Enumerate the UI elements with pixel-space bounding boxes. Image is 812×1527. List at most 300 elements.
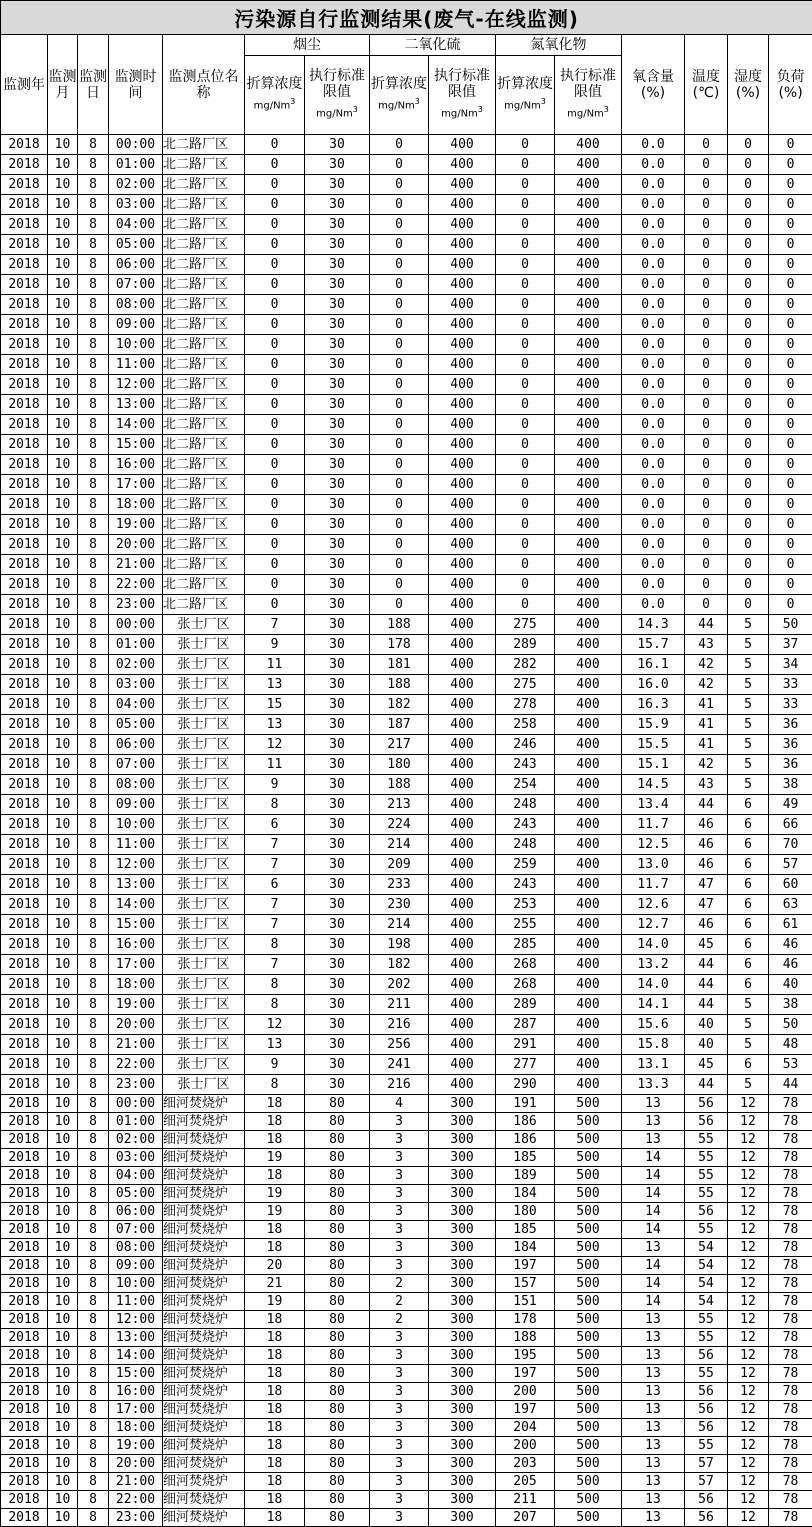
cell-load: 78: [769, 1455, 812, 1473]
cell-oxygen: 13: [622, 1365, 685, 1383]
table-row: [1, 1095, 812, 1113]
cell-dust-conc: 8: [245, 1075, 305, 1095]
cell-dust-conc: 18: [245, 1473, 305, 1491]
cell-month: 10: [48, 1239, 78, 1257]
cell-so2-conc: 188: [370, 615, 429, 635]
cell-dust-conc: 18: [245, 1329, 305, 1347]
cell-nox-limit: 400: [555, 675, 622, 695]
cell-load: 78: [769, 1509, 812, 1527]
cell-load: 78: [769, 1491, 812, 1509]
unit-text: mg/Nm: [567, 108, 604, 120]
cell-month: 10: [48, 615, 78, 635]
cell-so2-limit: 400: [429, 235, 496, 255]
cell-humidity: 12: [728, 1491, 769, 1509]
cell-so2-limit: 400: [429, 1035, 496, 1055]
cell-dust-conc: 0: [245, 315, 305, 335]
table-row: [1, 615, 812, 635]
cell-humidity: 5: [728, 755, 769, 775]
cell-nox-limit: 500: [555, 1185, 622, 1203]
cell-so2-conc: 3: [370, 1419, 429, 1437]
table-row: [1, 195, 812, 215]
cell-load: 0: [769, 255, 812, 275]
cell-nox-limit: 400: [555, 1035, 622, 1055]
cell-temp: 0: [685, 555, 728, 575]
cell-so2-limit: 400: [429, 395, 496, 415]
cell-temp: 0: [685, 355, 728, 375]
cell-so2-conc: 2: [370, 1293, 429, 1311]
cell-day: 8: [78, 575, 109, 595]
cell-dust-limit: 30: [305, 395, 370, 415]
cell-day: 8: [78, 755, 109, 775]
cell-year: 2018: [1, 575, 48, 595]
table-row: [1, 255, 812, 275]
cell-humidity: 5: [728, 1075, 769, 1095]
cell-so2-conc: 0: [370, 195, 429, 215]
cell-year: 2018: [1, 415, 48, 435]
cell-time: 01:00: [109, 155, 163, 175]
cell-month: 10: [48, 995, 78, 1015]
cell-oxygen: 13: [622, 1437, 685, 1455]
cell-year: 2018: [1, 435, 48, 455]
cell-nox-limit: 400: [555, 895, 622, 915]
cell-humidity: 0: [728, 415, 769, 435]
cell-load: 0: [769, 495, 812, 515]
cell-year: 2018: [1, 1311, 48, 1329]
cell-time: 23:00: [109, 1509, 163, 1527]
cell-year: 2018: [1, 1113, 48, 1131]
cell-site: 细河焚烧炉: [163, 1437, 245, 1455]
cell-day: 8: [78, 875, 109, 895]
cell-so2-limit: 300: [429, 1491, 496, 1509]
cell-so2-limit: 400: [429, 735, 496, 755]
cell-site: 北二路厂区: [163, 555, 245, 575]
cell-site: 北二路厂区: [163, 275, 245, 295]
cell-temp: 56: [685, 1419, 728, 1437]
cell-dust-conc: 20: [245, 1257, 305, 1275]
cell-so2-limit: 300: [429, 1293, 496, 1311]
cell-oxygen: 0.0: [622, 295, 685, 315]
cell-dust-limit: 30: [305, 975, 370, 995]
table-row: [1, 915, 812, 935]
cell-nox-conc: 0: [496, 495, 555, 515]
cell-dust-conc: 15: [245, 695, 305, 715]
cell-site: 张士厂区: [163, 695, 245, 715]
cell-load: 0: [769, 295, 812, 315]
cell-oxygen: 14: [622, 1275, 685, 1293]
cell-time: 03:00: [109, 1149, 163, 1167]
cell-time: 14:00: [109, 895, 163, 915]
cell-humidity: 12: [728, 1275, 769, 1293]
cell-dust-conc: 0: [245, 355, 305, 375]
cell-dust-conc: 7: [245, 955, 305, 975]
cell-so2-limit: 400: [429, 355, 496, 375]
cell-year: 2018: [1, 1473, 48, 1491]
cell-nox-conc: 268: [496, 975, 555, 995]
cell-so2-conc: 0: [370, 155, 429, 175]
cell-nox-limit: 500: [555, 1419, 622, 1437]
cell-temp: 55: [685, 1131, 728, 1149]
cell-month: 10: [48, 315, 78, 335]
cell-site: 张士厂区: [163, 895, 245, 915]
cell-dust-conc: 0: [245, 175, 305, 195]
cell-dust-limit: 80: [305, 1419, 370, 1437]
cell-nox-limit: 400: [555, 515, 622, 535]
cell-so2-limit: 300: [429, 1095, 496, 1113]
cell-nox-limit: 400: [555, 475, 622, 495]
cell-so2-limit: 300: [429, 1185, 496, 1203]
cell-so2-limit: 400: [429, 815, 496, 835]
cell-nox-limit: 500: [555, 1473, 622, 1491]
cell-load: 78: [769, 1149, 812, 1167]
cell-humidity: 12: [728, 1185, 769, 1203]
cell-dust-limit: 30: [305, 675, 370, 695]
unit-label: [305, 102, 369, 122]
cell-year: 2018: [1, 695, 48, 715]
cell-nox-limit: 400: [555, 435, 622, 455]
cell-time: 11:00: [109, 835, 163, 855]
cell-oxygen: 14: [622, 1203, 685, 1221]
cell-load: 70: [769, 835, 812, 855]
cell-time: 18:00: [109, 975, 163, 995]
cell-dust-limit: 30: [305, 475, 370, 495]
cell-so2-conc: 3: [370, 1113, 429, 1131]
cell-so2-conc: 0: [370, 235, 429, 255]
cell-oxygen: 0.0: [622, 135, 685, 155]
cell-year: 2018: [1, 735, 48, 755]
cell-dust-limit: 30: [305, 175, 370, 195]
cell-load: 38: [769, 995, 812, 1015]
cell-dust-conc: 18: [245, 1491, 305, 1509]
cell-so2-conc: 182: [370, 955, 429, 975]
cell-so2-limit: 300: [429, 1203, 496, 1221]
cell-humidity: 6: [728, 855, 769, 875]
cell-month: 10: [48, 1401, 78, 1419]
cell-year: 2018: [1, 495, 48, 515]
cell-year: 2018: [1, 335, 48, 355]
cell-oxygen: 13: [622, 1455, 685, 1473]
cell-month: 10: [48, 1185, 78, 1203]
cell-so2-limit: 300: [429, 1257, 496, 1275]
cell-so2-limit: 300: [429, 1437, 496, 1455]
cell-site: 北二路厂区: [163, 515, 245, 535]
cell-so2-limit: 400: [429, 135, 496, 155]
cell-site: 张士厂区: [163, 935, 245, 955]
table-row: [1, 855, 812, 875]
cell-site: 细河焚烧炉: [163, 1491, 245, 1509]
cell-nox-conc: 248: [496, 795, 555, 815]
cell-time: 05:00: [109, 1185, 163, 1203]
cell-year: 2018: [1, 1095, 48, 1113]
cell-dust-conc: 19: [245, 1203, 305, 1221]
cell-load: 60: [769, 875, 812, 895]
cell-dust-limit: 30: [305, 895, 370, 915]
cell-time: 10:00: [109, 335, 163, 355]
cell-day: 8: [78, 895, 109, 915]
cell-load: 0: [769, 535, 812, 555]
cell-load: 78: [769, 1383, 812, 1401]
cell-dust-conc: 11: [245, 655, 305, 675]
cell-humidity: 0: [728, 255, 769, 275]
cell-temp: 44: [685, 975, 728, 995]
cell-so2-conc: 3: [370, 1455, 429, 1473]
table-row: [1, 495, 812, 515]
cell-humidity: 0: [728, 575, 769, 595]
cell-load: 38: [769, 775, 812, 795]
cell-dust-limit: 80: [305, 1203, 370, 1221]
conc-label: 折算浓度: [246, 75, 303, 92]
cell-so2-limit: 300: [429, 1221, 496, 1239]
cell-oxygen: 14: [622, 1185, 685, 1203]
cell-month: 10: [48, 155, 78, 175]
cell-load: 0: [769, 235, 812, 255]
cell-so2-conc: 0: [370, 455, 429, 475]
cell-day: 8: [78, 935, 109, 955]
cell-nox-limit: 400: [555, 535, 622, 555]
cell-time: 19:00: [109, 995, 163, 1015]
page-title: 污染源自行监测结果(废气-在线监测): [1, 1, 812, 35]
cell-month: 10: [48, 1035, 78, 1055]
cell-so2-conc: 3: [370, 1491, 429, 1509]
cell-dust-limit: 30: [305, 715, 370, 735]
cell-month: 10: [48, 595, 78, 615]
cell-humidity: 0: [728, 215, 769, 235]
cell-site: 张士厂区: [163, 755, 245, 775]
cell-dust-conc: 7: [245, 855, 305, 875]
cell-load: 50: [769, 615, 812, 635]
cell-site: 北二路厂区: [163, 195, 245, 215]
cell-nox-conc: 0: [496, 555, 555, 575]
cell-so2-conc: 3: [370, 1383, 429, 1401]
cell-month: 10: [48, 1473, 78, 1491]
cell-year: 2018: [1, 1491, 48, 1509]
cell-nox-limit: 400: [555, 215, 622, 235]
cell-oxygen: 12.7: [622, 915, 685, 935]
cell-so2-limit: 400: [429, 955, 496, 975]
cell-temp: 0: [685, 315, 728, 335]
cell-oxygen: 15.7: [622, 635, 685, 655]
cell-nox-limit: 500: [555, 1401, 622, 1419]
cell-humidity: 6: [728, 955, 769, 975]
cell-year: 2018: [1, 175, 48, 195]
cell-month: 10: [48, 1203, 78, 1221]
cell-day: 8: [78, 1131, 109, 1149]
cell-so2-conc: 187: [370, 715, 429, 735]
cell-so2-conc: 214: [370, 915, 429, 935]
cell-dust-limit: 80: [305, 1131, 370, 1149]
cell-temp: 0: [685, 295, 728, 315]
cell-month: 10: [48, 855, 78, 875]
cell-time: 03:00: [109, 675, 163, 695]
cell-day: 8: [78, 435, 109, 455]
cell-so2-conc: 180: [370, 755, 429, 775]
cell-year: 2018: [1, 1509, 48, 1527]
cell-nox-conc: 0: [496, 155, 555, 175]
cell-temp: 46: [685, 915, 728, 935]
cell-nox-conc: 282: [496, 655, 555, 675]
cell-so2-conc: 216: [370, 1015, 429, 1035]
cell-day: 8: [78, 1419, 109, 1437]
table-row: [1, 675, 812, 695]
cell-time: 00:00: [109, 615, 163, 635]
cell-day: 8: [78, 775, 109, 795]
cell-dust-conc: 13: [245, 1035, 305, 1055]
cell-humidity: 6: [728, 795, 769, 815]
cell-so2-limit: 300: [429, 1509, 496, 1527]
table-row: [1, 875, 812, 895]
table-row: [1, 295, 812, 315]
cell-load: 0: [769, 135, 812, 155]
cell-dust-limit: 80: [305, 1221, 370, 1239]
cell-nox-conc: 207: [496, 1509, 555, 1527]
cell-time: 08:00: [109, 295, 163, 315]
cell-dust-conc: 13: [245, 675, 305, 695]
cell-load: 78: [769, 1203, 812, 1221]
cell-month: 10: [48, 875, 78, 895]
cell-so2-conc: 3: [370, 1221, 429, 1239]
cell-so2-conc: 214: [370, 835, 429, 855]
cell-day: 8: [78, 1239, 109, 1257]
cell-nox-limit: 500: [555, 1221, 622, 1239]
cell-oxygen: 14.3: [622, 615, 685, 635]
cell-year: 2018: [1, 515, 48, 535]
table-row: [1, 475, 812, 495]
cell-temp: 0: [685, 215, 728, 235]
cell-so2-limit: 300: [429, 1239, 496, 1257]
cell-nox-limit: 500: [555, 1383, 622, 1401]
cell-month: 10: [48, 1347, 78, 1365]
cell-nox-limit: 500: [555, 1095, 622, 1113]
cell-dust-conc: 0: [245, 255, 305, 275]
cell-temp: 0: [685, 595, 728, 615]
cell-dust-conc: 9: [245, 775, 305, 795]
cell-dust-conc: 0: [245, 215, 305, 235]
unit-text: mg/Nm: [253, 100, 291, 112]
cell-time: 06:00: [109, 1203, 163, 1221]
cell-site: 北二路厂区: [163, 375, 245, 395]
cell-site: 北二路厂区: [163, 415, 245, 435]
table-row: [1, 1491, 812, 1509]
cell-temp: 55: [685, 1221, 728, 1239]
cell-nox-limit: 500: [555, 1311, 622, 1329]
cell-time: 17:00: [109, 475, 163, 495]
cell-month: 10: [48, 375, 78, 395]
cell-so2-limit: 300: [429, 1383, 496, 1401]
cell-year: 2018: [1, 675, 48, 695]
cell-dust-conc: 18: [245, 1311, 305, 1329]
cell-nox-conc: 0: [496, 515, 555, 535]
table-row: [1, 1035, 812, 1055]
cell-site: 细河焚烧炉: [163, 1401, 245, 1419]
cell-so2-limit: 300: [429, 1455, 496, 1473]
cell-so2-conc: 3: [370, 1437, 429, 1455]
cell-year: 2018: [1, 1293, 48, 1311]
cell-oxygen: 13.1: [622, 1055, 685, 1075]
cell-month: 10: [48, 1491, 78, 1509]
cell-site: 北二路厂区: [163, 595, 245, 615]
table-row: [1, 995, 812, 1015]
cell-time: 00:00: [109, 135, 163, 155]
cell-day: 8: [78, 1383, 109, 1401]
cell-nox-limit: 400: [555, 195, 622, 215]
cell-dust-conc: 9: [245, 635, 305, 655]
cell-day: 8: [78, 1365, 109, 1383]
cell-year: 2018: [1, 235, 48, 255]
table-row: [1, 1185, 812, 1203]
cell-year: 2018: [1, 375, 48, 395]
table-row: [1, 595, 812, 615]
cell-so2-limit: 400: [429, 655, 496, 675]
table-row: [1, 1347, 812, 1365]
cell-year: 2018: [1, 135, 48, 155]
cell-month: 10: [48, 575, 78, 595]
cell-so2-limit: 400: [429, 475, 496, 495]
cell-month: 10: [48, 675, 78, 695]
cell-oxygen: 0.0: [622, 555, 685, 575]
cell-day: 8: [78, 695, 109, 715]
cell-month: 10: [48, 795, 78, 815]
table-row: [1, 1131, 812, 1149]
cell-month: 10: [48, 975, 78, 995]
cell-oxygen: 13.2: [622, 955, 685, 975]
cell-dust-conc: 18: [245, 1365, 305, 1383]
cell-site: 北二路厂区: [163, 175, 245, 195]
cell-humidity: 6: [728, 895, 769, 915]
cell-site: 细河焚烧炉: [163, 1149, 245, 1167]
cell-humidity: 12: [728, 1095, 769, 1113]
cell-oxygen: 14: [622, 1149, 685, 1167]
cell-dust-conc: 0: [245, 335, 305, 355]
cell-year: 2018: [1, 935, 48, 955]
cell-time: 17:00: [109, 955, 163, 975]
cell-dust-conc: 0: [245, 395, 305, 415]
cell-time: 00:00: [109, 1095, 163, 1113]
unit-text: mg/Nm: [441, 108, 478, 120]
cell-oxygen: 14: [622, 1167, 685, 1185]
cell-humidity: 0: [728, 395, 769, 415]
cell-year: 2018: [1, 1239, 48, 1257]
cell-dust-limit: 30: [305, 195, 370, 215]
cell-humidity: 6: [728, 1055, 769, 1075]
cell-oxygen: 13: [622, 1329, 685, 1347]
cell-so2-conc: 241: [370, 1055, 429, 1075]
cell-so2-limit: 400: [429, 535, 496, 555]
cell-so2-conc: 0: [370, 535, 429, 555]
table-row: [1, 1401, 812, 1419]
table-row: [1, 695, 812, 715]
cell-load: 0: [769, 315, 812, 335]
cell-year: 2018: [1, 975, 48, 995]
cell-so2-limit: 400: [429, 1055, 496, 1075]
cell-load: 57: [769, 855, 812, 875]
cell-oxygen: 13.4: [622, 795, 685, 815]
cell-humidity: 5: [728, 615, 769, 635]
cell-load: 78: [769, 1185, 812, 1203]
cell-year: 2018: [1, 595, 48, 615]
cell-dust-limit: 30: [305, 655, 370, 675]
cell-dust-limit: 30: [305, 215, 370, 235]
cell-day: 8: [78, 615, 109, 635]
cell-time: 18:00: [109, 495, 163, 515]
cell-time: 07:00: [109, 1221, 163, 1239]
cell-time: 22:00: [109, 1055, 163, 1075]
cell-nox-conc: 246: [496, 735, 555, 755]
cell-time: 02:00: [109, 175, 163, 195]
cell-so2-conc: 3: [370, 1365, 429, 1383]
cell-oxygen: 13.0: [622, 855, 685, 875]
cell-temp: 42: [685, 655, 728, 675]
cell-time: 01:00: [109, 1113, 163, 1131]
cell-load: 78: [769, 1113, 812, 1131]
